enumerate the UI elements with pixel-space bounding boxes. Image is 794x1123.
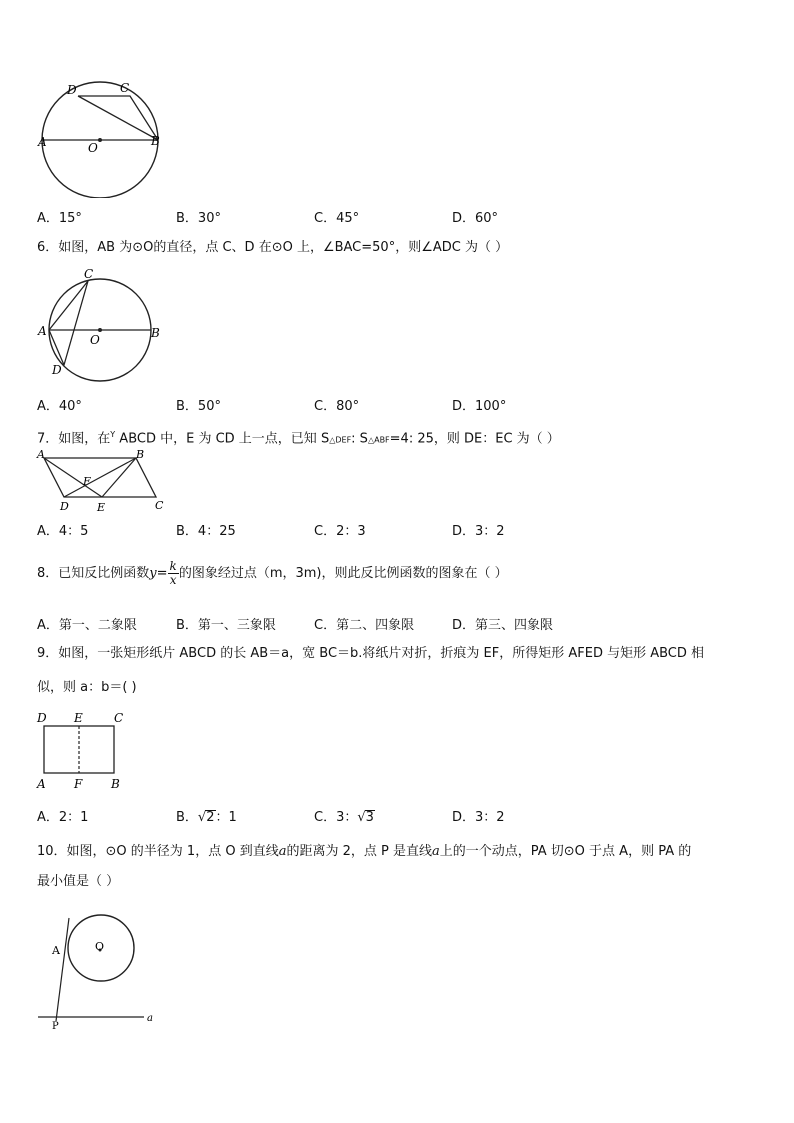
q8-text-b: 的图象经过点（m，3m)，则此反比例函数的图象在（ ） [178,566,508,581]
q10-figure [38,903,162,1033]
q9-option-c: C．3：√3 [314,810,374,825]
q9-label-b: B [111,777,120,791]
q5-option-b: B．30° [176,211,221,226]
q9-option-c-prefix: C．3： [314,810,358,825]
q7-sub-abf: △ABF [367,435,390,445]
q6-option-b: B．50° [176,399,221,414]
q6-option-d: D．100° [452,399,507,414]
q7-sub-def: △DEF [329,435,352,445]
q8-eq: = [156,566,168,581]
q8-option-a: A．第一、二象限 [37,618,137,633]
q7-line-bd [64,458,136,497]
q5-label-b: B [151,134,160,148]
q8-fraction [168,560,179,587]
q9-label-c: C [114,711,124,725]
q7-label-c: C [155,499,164,512]
q9-option-b: B．√2：1 [176,810,237,825]
q9-line2: 似，则 a：b＝( ) [37,680,137,695]
q9-label-d: D [37,711,47,725]
q5-label-d: D [67,83,77,97]
q10-line1 [37,843,691,861]
q9-label-e: E [74,711,83,725]
q9-option-b-prefix: B． [176,810,198,825]
q6-text: 6．如图，AB 为⊙O的直径，点 C、D 在⊙O 上，∠BAC=50°，则∠ADC 为（ ） [37,240,509,255]
q10-label-a: A [52,944,60,957]
q9-option-c-radicand: 3 [365,810,374,825]
q8-text-a: 8．已知反比例函数 [37,566,150,581]
q10-label-p: P [52,1021,59,1032]
q6-label-d: D [52,363,62,377]
q10-tangent-line [56,918,69,1021]
q7-label-f: F [83,475,91,488]
q5-label-o: O [88,141,98,155]
q5-label-a: A [38,135,47,149]
q7-label-e: E [97,501,106,514]
q7-text-a: 7．如图，在 [37,431,111,447]
q5-option-c: C．45° [314,211,360,226]
q6-label-c: C [84,267,94,281]
q7-label-d: D [60,500,69,513]
q9-label-f: F [74,777,83,791]
q8-option-d: D．第三、四象限 [452,618,554,633]
q7-option-c: C．2：3 [314,524,366,539]
q7-option-a: A．4：5 [37,524,89,539]
q10-text-c: 上的一个动点，PA 切⊙O 于点 A，则 PA 的 [439,844,692,859]
q7-line-ae [44,458,102,497]
q7-option-b: B．4：25 [176,524,236,539]
q10-text-b: 的距离为 2，点 P 是直线 [286,844,432,859]
q7-label-a: A [37,448,45,461]
q5-label-c: C [120,81,130,95]
q8-numerator: k [169,559,177,573]
q9-option-a: A．2：1 [37,810,89,825]
q6-center-dot [98,328,102,332]
parallelogram-symbol: Y [110,430,116,439]
q10-text-a: 10．如图，⊙O 的半径为 1，点 O 到直线 [37,844,279,859]
q5-figure [34,76,168,198]
q6-option-c: C．80° [314,399,360,414]
q7-text-c: : S [351,431,368,447]
q10-label-o: O [95,940,105,953]
q6-figure [34,264,168,384]
q9-option-b-radicand: 2 [206,810,215,825]
q9-figure [34,708,134,794]
q5-center-dot [98,138,102,142]
q6-label-b: B [151,326,160,340]
q7-text-b: ABCD 中，E 为 CD 上一点，已知 S [115,431,330,447]
q9-option-b-suffix: ：1 [215,810,237,825]
q5-option-d: D．60° [452,211,499,226]
q9-label-a: A [37,777,46,791]
q8-option-c: C．第二、四象限 [314,618,415,633]
q7-text-d: =4: 25，则 DE：EC 为（ ） [389,431,560,447]
q7-text [37,426,560,449]
q5-chords [78,96,158,140]
q7-label-b: B [136,448,145,461]
q8-option-b: B．第一、三象限 [176,618,276,633]
q8-y: y [149,566,157,581]
q10-line2: 最小值是（ ） [37,874,120,889]
q8-denominator: x [169,573,177,587]
q6-label-a: A [38,324,47,338]
q10-label-line-a: a [147,1013,153,1024]
q10-line-a-1: a [278,844,287,859]
q6-label-o: O [90,333,100,347]
q8-text [37,557,508,591]
q5-option-a: A．15° [37,211,82,226]
q9-option-d: D．3：2 [452,810,505,825]
q10-line-a-2: a [431,844,440,859]
q6-option-a: A．40° [37,399,82,414]
q7-figure [34,448,174,514]
q7-line-be [102,458,136,497]
q9-line1: 9．如图，一张矩形纸片 ABCD 的长 AB＝a，宽 BC＝b.将纸片对折，折痕为 EF，所得矩形 AFED 与矩形 ABCD 相 [37,646,705,661]
q7-option-d: D．3：2 [452,524,505,539]
